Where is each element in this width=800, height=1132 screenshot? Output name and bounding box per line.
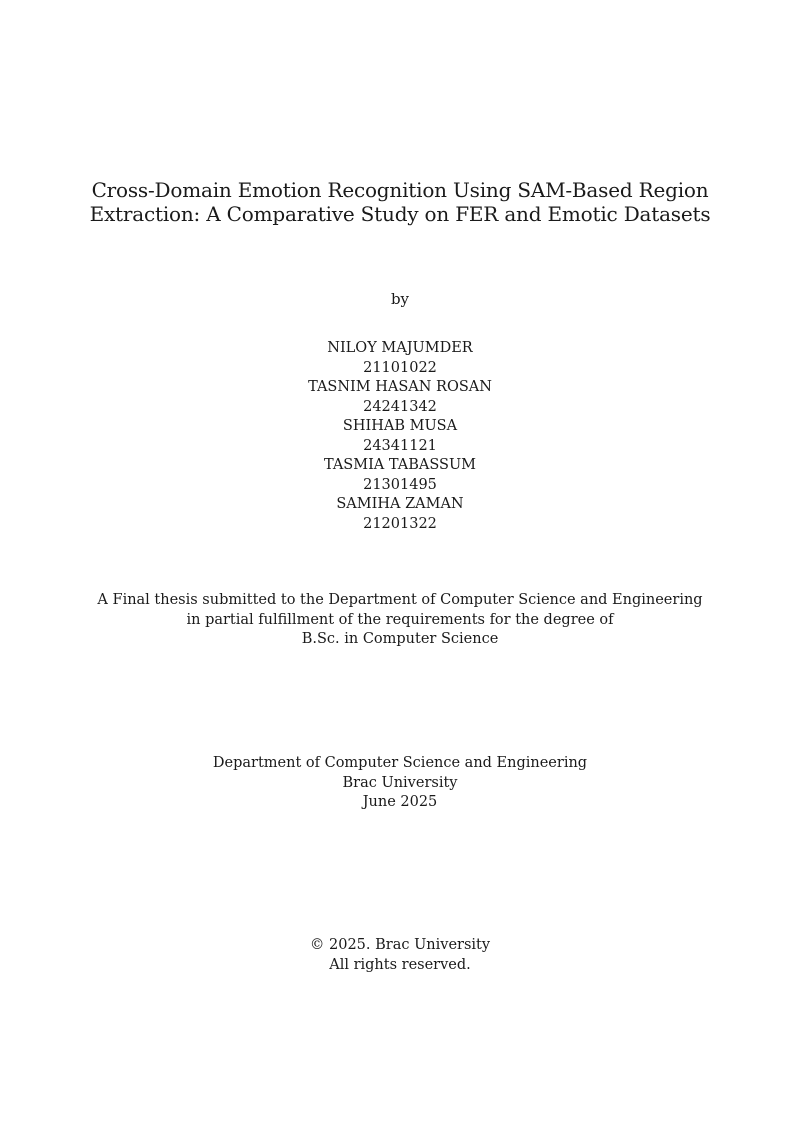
thesis-title (0, 178, 800, 226)
author-id: 21201322 (363, 515, 437, 532)
author-id: 24341121 (363, 437, 437, 454)
copyright-line-2: All rights reserved. (329, 956, 471, 973)
submission-statement (0, 591, 800, 650)
submission-line-1: A Final thesis submitted to the Department of Computer Science and Engineering (97, 592, 703, 608)
submission-line-2: in partial fulfillment of the requirements for the degree of (186, 611, 614, 628)
thesis-title-line-2: Extraction: A Comparative Study on FER and Emotic Datasets (89, 202, 711, 226)
university-name: Brac University (342, 774, 458, 791)
author-name: TASNIM HASAN ROSAN (308, 379, 492, 395)
author-name: SHIHAB MUSA (342, 418, 458, 434)
author-name: SAMIHA ZAMAN (336, 496, 464, 512)
author-name: TASMIA TABASSUM (323, 457, 477, 473)
author-name: NILOY MAJUMDER (327, 340, 473, 356)
author-list (0, 339, 800, 534)
author-id: 24241342 (363, 398, 437, 415)
author-id: 21301495 (363, 476, 437, 493)
submission-date: June 2025 (362, 794, 438, 810)
submission-line-3: B.Sc. in Computer Science (301, 631, 499, 647)
department-name: Department of Computer Science and Engineering (212, 755, 588, 771)
affiliation (0, 754, 800, 813)
by-label: by (390, 290, 410, 308)
thesis-title-line-1: Cross-Domain Emotion Recognition Using SAM-Based Region (91, 178, 709, 202)
copyright-line-1: © 2025. Brac University (309, 937, 491, 953)
author-id: 21101022 (363, 359, 437, 376)
copyright-notice (0, 936, 800, 975)
